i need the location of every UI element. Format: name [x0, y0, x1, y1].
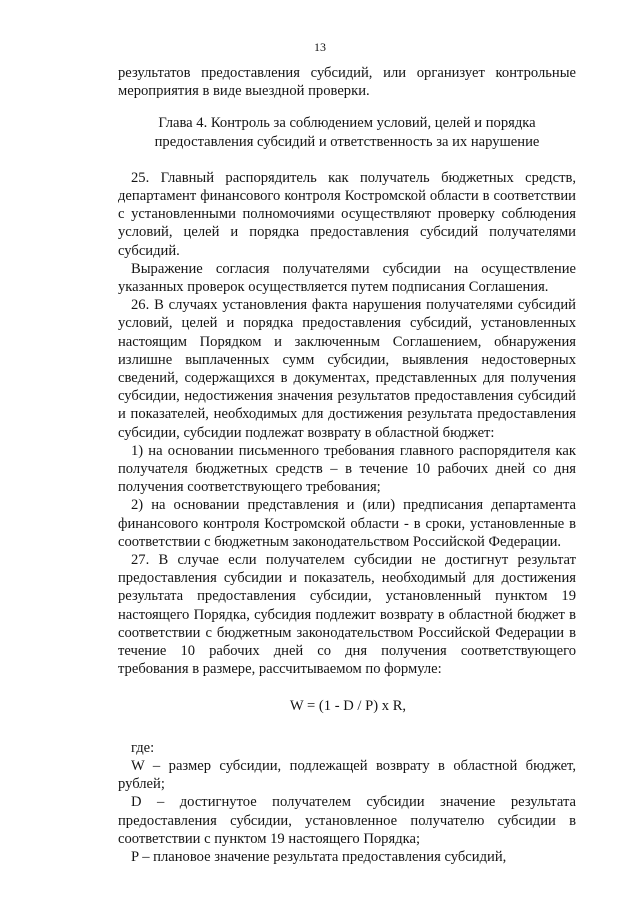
- list-item-2: 2) на основании представления и (или) предписания департамента финансового контроля Костромской области - в сроки, установленные в соответствии с бюджетным законодательством Российской Федерации.: [118, 497, 576, 550]
- chapter-heading: [118, 114, 576, 150]
- paragraph-25: 25. Главный распорядитель как получатель бюджетных средств, департамент финансового контроля Костромской области в соответствии с установленными полномочиями осуществляют проверку соблюдения условий, целей и порядка предоставления субсидий получателями субсидий.: [118, 169, 576, 259]
- list-item-1: 1) на основании письменного требования главного распорядителя как получателя бюджетных средств – в течение 10 рабочих дней со дня получения соответствующего требования;: [118, 442, 576, 496]
- chapter-heading-line-1: Глава 4. Контроль за соблюдением условий, целей и порядка: [158, 115, 536, 132]
- paragraph-consent: Выражение согласия получателями субсидии на осуществление указанных проверок осуществляется путем подписания Соглашения.: [118, 260, 576, 296]
- formula: W = (1 - D / P) x R,: [289, 697, 407, 714]
- chapter-heading-line-2: предоставления субсидий и ответственность за их нарушение: [154, 133, 540, 150]
- where-label: где:: [131, 739, 155, 756]
- definition-w: W – размер субсидии, подлежащей возврату в областной бюджет, рублей;: [118, 757, 576, 793]
- definition-d: D – достигнутое получателем субсидии значение результата предоставления субсидии, установленное получателю субсидии в соответствии с пунктом 19 настоящего Порядка;: [118, 794, 576, 847]
- document-body: [118, 64, 576, 866]
- page-number: 13: [314, 40, 326, 54]
- paragraph-26: 26. В случаях установления факта нарушения получателями субсидий условий, целей и порядка предоставления субсидий, установленных настоящим Порядком и заключенным Соглашением, обнаружения излишне выплаченных сумм субсидии, выявления недостоверных сведений, содержащихся в документах, представленных для получения субсидии, недостижения значения результатов предоставления субсидий и показателей, необходимых для достижения результата предоставления субсидии, субсидии подлежат возврату в областной бюджет:: [118, 297, 576, 441]
- intro-paragraph: результатов предоставления субсидий, или организует контрольные мероприятия в виде выездной проверки.: [118, 65, 576, 100]
- paragraph-27: 27. В случае если получателем субсидии не достигнут результат предоставления субсидии и показатель, необходимый для достижения результата предоставления субсидии, установленный пунктом 19 настоящего Порядка, субсидия подлежит возврату в областной бюджет в соответствии с бюджетным законодательством Российской Федерации в течение 10 рабочих дней со дня получения соответствующего требования в размере, рассчитываемом по формуле:: [118, 552, 576, 678]
- definition-p: P – плановое значение результата предоставления субсидий,: [131, 848, 507, 865]
